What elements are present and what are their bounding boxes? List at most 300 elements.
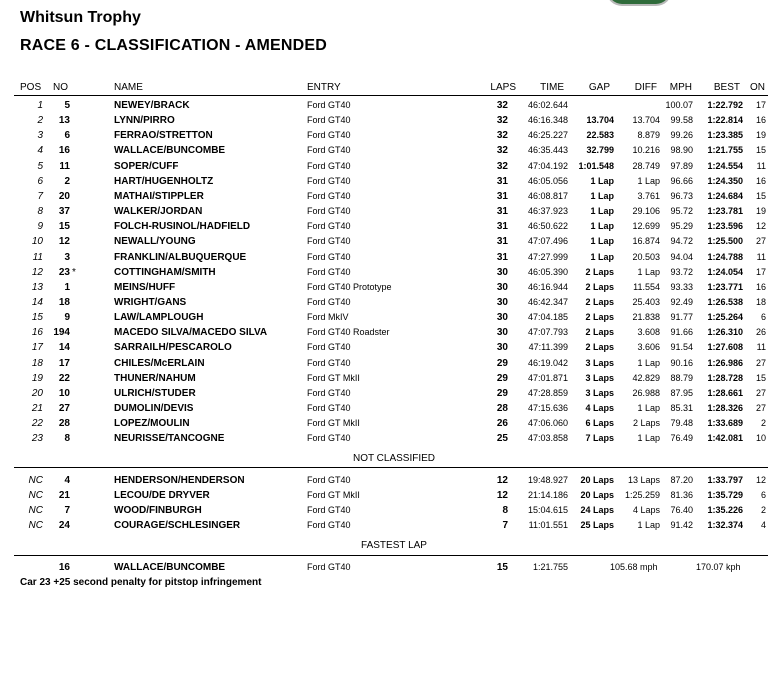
cell-best: 1:26.986 bbox=[707, 357, 743, 368]
cell-mph: 100.07 bbox=[665, 100, 693, 110]
cell-pos: 15 bbox=[31, 312, 43, 324]
cell-entry: Ford GT40 bbox=[307, 342, 351, 353]
cell-best: 1:23.781 bbox=[707, 206, 743, 217]
cell-entry: Ford GT40 bbox=[307, 433, 351, 444]
cell-mph: 96.73 bbox=[670, 190, 693, 201]
table-row bbox=[0, 204, 778, 219]
cell-laps: 31 bbox=[496, 190, 508, 202]
fastest-lap-time: 1:21.755 bbox=[532, 562, 568, 572]
cell-time: 19:48.927 bbox=[527, 475, 568, 485]
cell-entry: Ford GT40 bbox=[307, 206, 351, 217]
cell-mph: 76.40 bbox=[670, 505, 693, 516]
cell-no: 7 bbox=[64, 505, 70, 517]
cell-on: 2 bbox=[760, 505, 766, 516]
cell-time: 46:16.348 bbox=[527, 115, 568, 126]
cell-no: 9 bbox=[64, 312, 70, 324]
cell-time: 46:02.644 bbox=[527, 100, 568, 110]
fastest-lap-mph: 105.68 mph bbox=[610, 562, 658, 572]
cell-pos: 10 bbox=[31, 236, 43, 248]
cell-on: 2 bbox=[760, 418, 766, 429]
cell-time: 47:28.859 bbox=[527, 387, 568, 398]
col-time: TIME bbox=[540, 82, 564, 93]
cell-gap: 1 Lap bbox=[590, 206, 614, 217]
col-no: NO bbox=[53, 82, 68, 93]
cell-no: 14 bbox=[58, 342, 70, 354]
col-laps: LAPS bbox=[490, 82, 516, 93]
cell-no: 20 bbox=[58, 190, 70, 202]
table-row bbox=[0, 310, 778, 325]
cell-best: 1:24.054 bbox=[707, 266, 743, 277]
cell-laps: 32 bbox=[496, 160, 508, 172]
table-row bbox=[0, 325, 778, 340]
cell-time: 15:04.615 bbox=[527, 505, 568, 516]
cell-diff: 13 Laps bbox=[627, 475, 660, 485]
cell-best: 1:33.797 bbox=[707, 475, 743, 485]
cell-diff: 3.606 bbox=[637, 342, 660, 353]
cell-time: 46:16.944 bbox=[527, 281, 568, 292]
cell-entry: Ford GT40 Prototype bbox=[307, 281, 392, 292]
cell-entry: Ford GT40 bbox=[307, 251, 351, 262]
event-title: Whitsun Trophy bbox=[20, 9, 141, 26]
cell-entry: Ford GT40 bbox=[307, 160, 351, 171]
cell-name: FOLCH-RUSINOL/HADFIELD bbox=[114, 221, 251, 233]
fastest-lap-no: 16 bbox=[58, 562, 70, 573]
penalty-marker: * bbox=[72, 266, 76, 278]
table-row bbox=[0, 416, 778, 431]
cell-no: 12 bbox=[58, 236, 70, 248]
table-row bbox=[0, 113, 778, 128]
table-row bbox=[0, 280, 778, 295]
cell-entry: Ford GT40 bbox=[307, 403, 351, 413]
cell-on: 19 bbox=[755, 130, 766, 141]
cell-mph: 87.20 bbox=[670, 475, 693, 485]
cell-gap: 6 Laps bbox=[585, 418, 614, 429]
cell-pos: 17 bbox=[31, 342, 43, 354]
cell-mph: 96.66 bbox=[670, 175, 693, 186]
penalty-note: Car 23 +25 second penalty for pitstop infringement bbox=[20, 577, 262, 588]
fastest-lap-row bbox=[0, 560, 778, 575]
cell-mph: 87.95 bbox=[670, 387, 693, 398]
cell-no: 4 bbox=[64, 475, 70, 486]
cell-mph: 94.72 bbox=[670, 236, 693, 247]
race-title: RACE 6 - CLASSIFICATION - AMENDED bbox=[20, 37, 328, 54]
cell-gap: 1 Lap bbox=[590, 221, 614, 232]
cell-diff: 1:25.259 bbox=[624, 490, 660, 501]
cell-on: 27 bbox=[755, 403, 766, 413]
cell-entry: Ford GT40 bbox=[307, 115, 351, 126]
cell-no: 6 bbox=[64, 130, 70, 142]
cell-entry: Ford GT40 bbox=[307, 357, 351, 368]
cell-mph: 93.33 bbox=[670, 281, 693, 292]
fastest-lap-heading: FASTEST LAP bbox=[361, 540, 427, 551]
cell-on: 10 bbox=[755, 433, 766, 444]
cell-entry: Ford GT40 bbox=[307, 221, 351, 232]
cell-on: 26 bbox=[755, 327, 766, 338]
cell-gap: 32.799 bbox=[586, 145, 614, 156]
fastest-lap-name: WALLACE/BUNCOMBE bbox=[114, 562, 226, 573]
cell-gap: 2 Laps bbox=[585, 342, 614, 353]
col-on: ON bbox=[750, 82, 765, 93]
table-row bbox=[0, 143, 778, 158]
cell-diff: 4 Laps bbox=[632, 505, 660, 516]
cell-time: 46:19.042 bbox=[527, 357, 568, 368]
cell-diff: 12.699 bbox=[632, 221, 660, 232]
cell-gap: 2 Laps bbox=[585, 312, 614, 323]
series-logo bbox=[606, 0, 672, 6]
cell-name: WOOD/FINBURGH bbox=[114, 505, 202, 517]
table-row bbox=[0, 386, 778, 401]
cell-no: 13 bbox=[58, 115, 70, 127]
cell-name: DUMOLIN/DEVIS bbox=[114, 403, 194, 414]
cell-pos: 6 bbox=[37, 175, 43, 187]
col-name: NAME bbox=[114, 82, 143, 93]
cell-entry: Ford GT40 bbox=[307, 475, 351, 485]
cell-time: 46:37.923 bbox=[527, 206, 568, 217]
cell-laps: 28 bbox=[496, 403, 508, 414]
col-entry: ENTRY bbox=[307, 82, 341, 93]
cell-entry: Ford GT40 bbox=[307, 505, 351, 516]
fastest-lap-divider bbox=[14, 555, 768, 556]
cell-mph: 97.89 bbox=[670, 160, 693, 171]
cell-pos: 5 bbox=[37, 160, 43, 172]
cell-pos: NC bbox=[28, 520, 43, 532]
fastest-lap-lap: 15 bbox=[496, 562, 508, 573]
table-row bbox=[0, 356, 778, 371]
table-row bbox=[0, 219, 778, 234]
cell-entry: Ford GT MkII bbox=[307, 372, 360, 383]
table-row bbox=[0, 503, 778, 518]
cell-gap: 2 Laps bbox=[585, 296, 614, 307]
cell-time: 46:05.056 bbox=[527, 175, 568, 186]
cell-gap: 20 Laps bbox=[580, 490, 614, 501]
col-gap: GAP bbox=[588, 82, 610, 93]
cell-pos: 13 bbox=[31, 281, 43, 293]
cell-name: LOPEZ/MOULIN bbox=[114, 418, 190, 430]
cell-no: 24 bbox=[58, 520, 70, 532]
cell-on: 6 bbox=[760, 312, 766, 323]
cell-on: 16 bbox=[755, 175, 766, 186]
cell-pos: NC bbox=[28, 505, 43, 517]
cell-time: 46:42.347 bbox=[527, 296, 568, 307]
cell-name: COURAGE/SCHLESINGER bbox=[114, 520, 241, 532]
cell-best: 1:33.689 bbox=[707, 418, 743, 429]
cell-on: 19 bbox=[755, 206, 766, 217]
table-row bbox=[0, 340, 778, 355]
cell-laps: 26 bbox=[496, 418, 508, 430]
cell-diff: 2 Laps bbox=[632, 418, 660, 429]
cell-pos: 18 bbox=[31, 357, 43, 369]
cell-gap: 3 Laps bbox=[585, 372, 614, 383]
table-row bbox=[0, 265, 778, 280]
cell-on: 16 bbox=[755, 115, 766, 126]
cell-mph: 91.42 bbox=[670, 520, 693, 531]
cell-name: LECOU/DE DRYVER bbox=[114, 490, 210, 502]
cell-no: 18 bbox=[58, 296, 70, 308]
cell-gap: 1 Lap bbox=[590, 251, 614, 262]
cell-pos: 2 bbox=[37, 115, 43, 127]
table-row bbox=[0, 250, 778, 265]
cell-gap: 1 Lap bbox=[590, 190, 614, 201]
cell-gap: 20 Laps bbox=[580, 475, 614, 485]
table-row bbox=[0, 98, 778, 113]
cell-best: 1:24.350 bbox=[707, 175, 743, 186]
cell-time: 47:04.185 bbox=[527, 312, 568, 323]
cell-entry: Ford GT40 bbox=[307, 190, 351, 201]
cell-on: 11 bbox=[756, 251, 766, 262]
cell-on: 11 bbox=[756, 160, 766, 171]
cell-time: 46:08.817 bbox=[527, 190, 568, 201]
cell-gap: 13.704 bbox=[586, 115, 614, 126]
cell-entry: Ford GT40 Roadster bbox=[307, 327, 390, 338]
cell-mph: 91.54 bbox=[670, 342, 693, 353]
cell-no: 21 bbox=[58, 490, 70, 502]
cell-mph: 90.16 bbox=[670, 357, 693, 368]
table-row bbox=[0, 295, 778, 310]
cell-mph: 98.90 bbox=[670, 145, 693, 156]
cell-name: WRIGHT/GANS bbox=[114, 296, 187, 308]
cell-best: 1:22.814 bbox=[707, 115, 743, 126]
cell-no: 1 bbox=[64, 281, 70, 293]
cell-gap: 1 Lap bbox=[590, 175, 614, 186]
cell-pos: 7 bbox=[37, 190, 43, 202]
cell-time: 47:27.999 bbox=[527, 251, 568, 262]
cell-time: 47:01.871 bbox=[527, 372, 568, 383]
table-row bbox=[0, 159, 778, 174]
cell-pos: 3 bbox=[37, 130, 43, 142]
cell-name: CHILES/McERLAIN bbox=[114, 357, 205, 369]
cell-name: COTTINGHAM/SMITH bbox=[114, 266, 216, 278]
cell-entry: Ford GT MkII bbox=[307, 490, 360, 501]
cell-name: ULRICH/STUDER bbox=[114, 387, 196, 399]
cell-best: 1:26.538 bbox=[707, 296, 743, 307]
cell-name: LYNN/PIRRO bbox=[114, 115, 175, 127]
cell-best: 1:24.554 bbox=[707, 160, 743, 171]
cell-laps: 32 bbox=[496, 130, 508, 142]
cell-laps: 29 bbox=[496, 372, 508, 384]
cell-name: HENDERSON/HENDERSON bbox=[114, 475, 245, 486]
col-best: BEST bbox=[713, 82, 740, 93]
cell-best: 1:28.728 bbox=[707, 372, 743, 383]
cell-gap: 2 Laps bbox=[585, 281, 614, 292]
cell-best: 1:23.385 bbox=[707, 130, 743, 141]
cell-best: 1:27.608 bbox=[707, 342, 743, 353]
cell-name: SOPER/CUFF bbox=[114, 160, 179, 172]
cell-name: MACEDO SILVA/MACEDO SILVA bbox=[114, 327, 268, 339]
cell-name: HART/HUGENHOLTZ bbox=[114, 175, 214, 187]
cell-name: MEINS/HUFF bbox=[114, 281, 176, 293]
cell-mph: 93.72 bbox=[670, 266, 693, 277]
cell-on: 18 bbox=[755, 296, 766, 307]
table-row bbox=[0, 518, 778, 533]
table-row bbox=[0, 371, 778, 386]
cell-diff: 3.761 bbox=[637, 190, 660, 201]
cell-time: 47:07.793 bbox=[527, 327, 568, 338]
cell-best: 1:35.729 bbox=[707, 490, 743, 501]
cell-diff: 3.608 bbox=[637, 327, 660, 338]
cell-gap: 3 Laps bbox=[585, 357, 614, 368]
cell-time: 47:03.858 bbox=[527, 433, 568, 444]
cell-time: 47:06.060 bbox=[527, 418, 568, 429]
cell-best: 1:24.684 bbox=[707, 190, 743, 201]
cell-best: 1:21.755 bbox=[707, 145, 743, 156]
cell-time: 46:25.227 bbox=[527, 130, 568, 141]
cell-diff: 13.704 bbox=[632, 115, 660, 126]
cell-no: 2 bbox=[64, 175, 70, 187]
cell-no: 3 bbox=[64, 251, 70, 263]
cell-pos: 1 bbox=[37, 100, 43, 111]
col-pos: POS bbox=[20, 82, 42, 93]
cell-pos: 20 bbox=[31, 387, 43, 399]
cell-pos: 11 bbox=[32, 251, 43, 263]
cell-diff: 1 Lap bbox=[637, 403, 660, 413]
cell-diff: 8.879 bbox=[637, 130, 660, 141]
cell-best: 1:23.771 bbox=[707, 281, 743, 292]
cell-name: MATHAI/STIPPLER bbox=[114, 190, 204, 202]
cell-no: 27 bbox=[58, 403, 70, 414]
cell-mph: 88.79 bbox=[670, 372, 693, 383]
cell-laps: 31 bbox=[496, 175, 508, 187]
cell-laps: 31 bbox=[496, 221, 508, 233]
cell-on: 12 bbox=[755, 221, 766, 232]
cell-laps: 12 bbox=[496, 475, 508, 486]
cell-no: 8 bbox=[64, 433, 70, 445]
cell-entry: Ford GT40 bbox=[307, 175, 351, 186]
cell-gap: 3 Laps bbox=[585, 387, 614, 398]
cell-name: NEWEY/BRACK bbox=[114, 100, 190, 111]
cell-time: 46:50.622 bbox=[527, 221, 568, 232]
cell-gap: 22.583 bbox=[586, 130, 614, 141]
cell-pos: 14 bbox=[31, 296, 43, 308]
cell-best: 1:42.081 bbox=[707, 433, 743, 444]
cell-mph: 95.72 bbox=[670, 206, 693, 217]
cell-laps: 32 bbox=[496, 115, 508, 127]
cell-pos: 8 bbox=[37, 206, 43, 218]
cell-on: 27 bbox=[755, 387, 766, 398]
cell-diff: 10.216 bbox=[632, 145, 660, 156]
cell-on: 15 bbox=[755, 145, 766, 156]
col-diff: DIFF bbox=[634, 82, 657, 93]
cell-name: NEWALL/YOUNG bbox=[114, 236, 196, 248]
cell-mph: 99.26 bbox=[670, 130, 693, 141]
cell-diff: 21.838 bbox=[632, 312, 660, 323]
cell-mph: 76.49 bbox=[670, 433, 693, 444]
cell-name: THUNER/NAHUM bbox=[114, 372, 196, 384]
cell-diff: 25.403 bbox=[632, 296, 660, 307]
cell-pos: 22 bbox=[31, 418, 43, 430]
table-row bbox=[0, 473, 778, 488]
cell-mph: 95.29 bbox=[670, 221, 693, 232]
fastest-lap-kph: 170.07 kph bbox=[696, 562, 741, 572]
cell-entry: Ford GT40 bbox=[307, 296, 351, 307]
col-mph: MPH bbox=[669, 82, 692, 93]
cell-best: 1:25.264 bbox=[707, 312, 743, 323]
cell-time: 46:05.390 bbox=[527, 266, 568, 277]
cell-diff: 1 Lap bbox=[637, 175, 660, 186]
cell-on: 4 bbox=[760, 520, 766, 531]
cell-time: 46:35.443 bbox=[527, 145, 568, 156]
cell-no: 23 bbox=[58, 266, 70, 278]
cell-laps: 31 bbox=[496, 206, 508, 218]
cell-pos: 4 bbox=[37, 145, 43, 157]
cell-on: 17 bbox=[755, 100, 766, 110]
cell-laps: 30 bbox=[496, 327, 508, 339]
cell-laps: 31 bbox=[496, 251, 508, 263]
cell-on: 27 bbox=[755, 357, 766, 368]
cell-no: 10 bbox=[58, 387, 70, 399]
fastest-lap-entry: Ford GT40 bbox=[307, 562, 351, 572]
not-classified-heading: NOT CLASSIFIED bbox=[352, 453, 436, 464]
cell-on: 12 bbox=[755, 475, 766, 485]
cell-no: 37 bbox=[58, 206, 70, 218]
cell-name: SARRAILH/PESCAROLO bbox=[114, 342, 232, 354]
cell-pos: NC bbox=[28, 475, 43, 486]
cell-mph: 99.58 bbox=[670, 115, 693, 126]
cell-no: 17 bbox=[58, 357, 70, 369]
cell-entry: Ford MkIV bbox=[307, 312, 349, 323]
cell-laps: 30 bbox=[496, 266, 508, 278]
cell-on: 16 bbox=[755, 281, 766, 292]
cell-diff: 11.554 bbox=[633, 281, 660, 292]
table-row bbox=[0, 174, 778, 189]
column-header-row bbox=[0, 80, 778, 95]
cell-time: 47:07.496 bbox=[527, 236, 568, 247]
cell-name: LAW/LAMPLOUGH bbox=[114, 312, 204, 324]
cell-best: 1:28.326 bbox=[707, 403, 743, 413]
cell-laps: 7 bbox=[502, 520, 508, 532]
cell-name: WALKER/JORDAN bbox=[114, 206, 203, 218]
cell-diff: 1 Lap bbox=[637, 520, 660, 531]
cell-gap: 2 Laps bbox=[585, 327, 614, 338]
cell-diff: 42.829 bbox=[632, 372, 660, 383]
cell-gap: 1 Lap bbox=[590, 236, 614, 247]
table-row bbox=[0, 431, 778, 446]
cell-pos: 19 bbox=[31, 372, 43, 384]
cell-pos: 23 bbox=[31, 433, 43, 445]
not-classified-divider bbox=[14, 467, 768, 468]
cell-on: 11 bbox=[756, 342, 766, 353]
cell-best: 1:24.788 bbox=[707, 251, 743, 262]
cell-best: 1:22.792 bbox=[707, 100, 743, 110]
cell-pos: NC bbox=[28, 490, 43, 502]
cell-entry: Ford GT40 bbox=[307, 236, 351, 247]
cell-mph: 81.36 bbox=[670, 490, 693, 501]
cell-best: 1:28.661 bbox=[707, 387, 743, 398]
cell-mph: 92.49 bbox=[670, 296, 693, 307]
cell-entry: Ford GT40 bbox=[307, 387, 351, 398]
cell-gap: 4 Laps bbox=[585, 403, 614, 413]
cell-on: 27 bbox=[755, 236, 766, 247]
cell-name: WALLACE/BUNCOMBE bbox=[114, 145, 226, 157]
cell-diff: 1 Lap bbox=[637, 357, 660, 368]
cell-pos: 16 bbox=[31, 327, 43, 339]
cell-gap: 25 Laps bbox=[580, 520, 614, 531]
cell-pos: 12 bbox=[31, 266, 43, 278]
cell-diff: 1 Lap bbox=[637, 266, 660, 277]
cell-on: 15 bbox=[755, 372, 766, 383]
cell-name: FERRAO/STRETTON bbox=[114, 130, 213, 142]
table-row bbox=[0, 234, 778, 249]
cell-gap: 1:01.548 bbox=[578, 160, 614, 171]
cell-laps: 32 bbox=[496, 145, 508, 157]
cell-no: 15 bbox=[58, 221, 70, 233]
cell-gap: 2 Laps bbox=[585, 266, 614, 277]
cell-laps: 12 bbox=[496, 490, 508, 502]
cell-best: 1:23.596 bbox=[707, 221, 743, 232]
cell-entry: Ford GT40 bbox=[307, 266, 351, 277]
cell-diff: 29.106 bbox=[632, 206, 660, 217]
cell-gap: 7 Laps bbox=[585, 433, 614, 444]
cell-on: 17 bbox=[755, 266, 766, 277]
